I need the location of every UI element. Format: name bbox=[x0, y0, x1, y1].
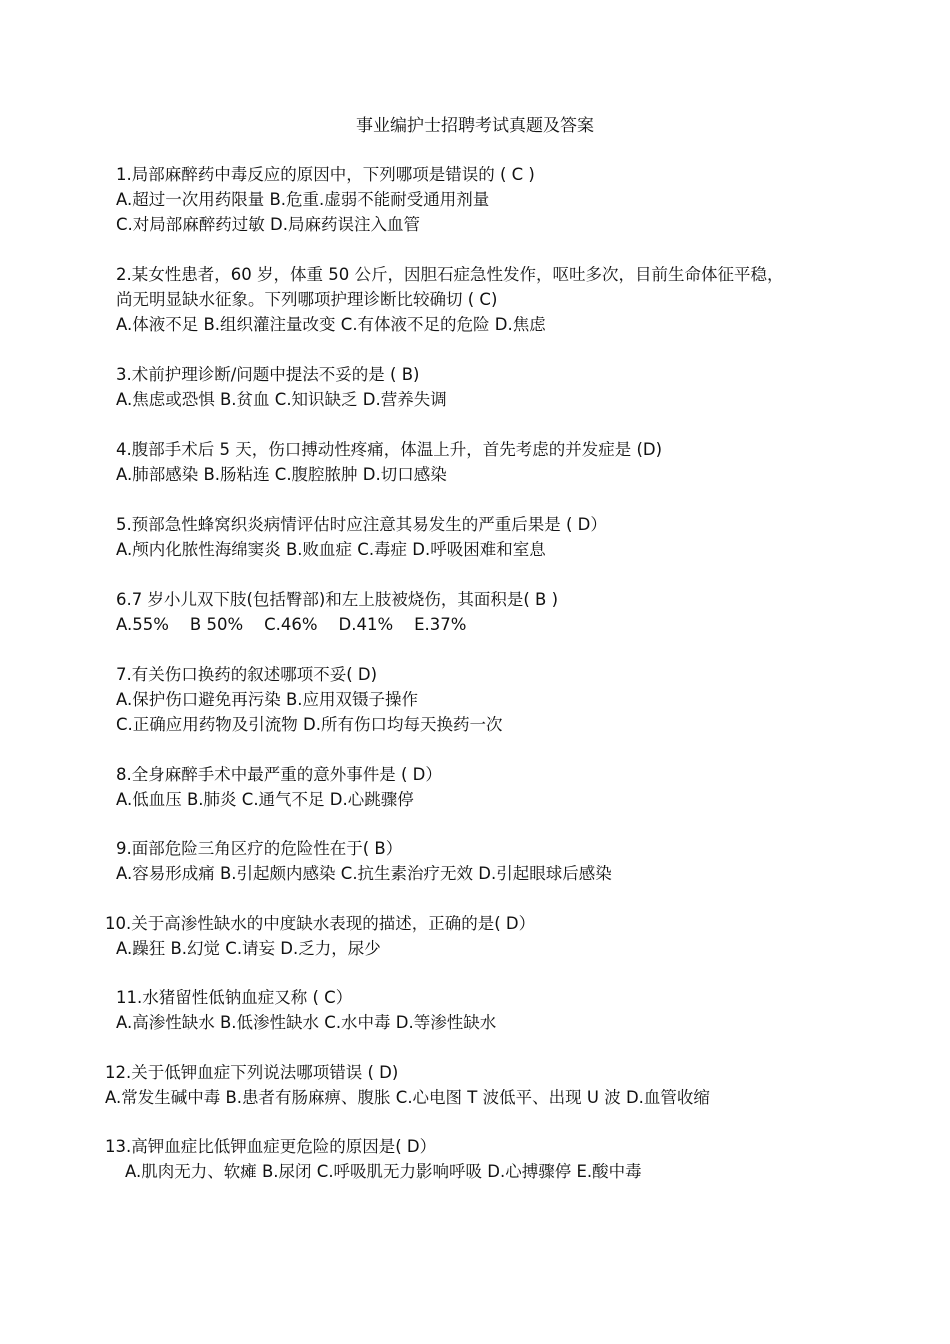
question-7-options-line-2: C.正确应用药物及引流物 D.所有伤口均每天换药一次 bbox=[116, 715, 503, 734]
question-4-options: A.肺部感染 B.肠粘连 C.腹腔脓肿 D.切口感染 bbox=[116, 465, 447, 484]
question-10-options: A.躁狂 B.幻觉 C.请妄 D.乏力，尿少 bbox=[116, 939, 381, 958]
question-2-stem-line-2: 尚无明显缺水征象。下列哪项护理诊断比较确切 ( C) bbox=[116, 290, 498, 309]
question-9-options: A.容易形成痛 B.引起颇内感染 C.抗生素治疗无效 D.引起眼球后感染 bbox=[116, 864, 612, 883]
question-12-stem: 12.关于低钾血症下列说法哪项错误 ( D) bbox=[105, 1063, 399, 1082]
question-6-options: A.55% B 50% C.46% D.41% E.37% bbox=[116, 615, 467, 634]
question-1-options-line-1: A.超过一次用药限量 B.危重.虚弱不能耐受通用剂量 bbox=[116, 190, 490, 209]
question-2-options: A.体液不足 B.组织灌注量改变 C.有体液不足的危险 D.焦虑 bbox=[116, 315, 546, 334]
question-8-options: A.低血压 B.肺炎 C.通气不足 D.心跳骤停 bbox=[116, 790, 414, 809]
question-1-stem: 1.局部麻醉药中毒反应的原因中，下列哪项是错误的 ( C ) bbox=[116, 165, 535, 184]
question-5-stem: 5.预部急性蜂窝织炎病情评估时应注意其易发生的严重后果是 ( D） bbox=[116, 515, 607, 534]
question-11-options: A.高渗性缺水 B.低渗性缺水 C.水中毒 D.等渗性缺水 bbox=[116, 1013, 497, 1032]
question-7-options-line-1: A.保护伤口避免再污染 B.应用双镊子操作 bbox=[116, 690, 419, 709]
question-6-stem: 6.7 岁小儿双下肢(包括臀部)和左上肢被烧伤，其面积是( B ) bbox=[116, 590, 559, 609]
question-11-stem: 11.水猪留性低钠血症又称 ( C） bbox=[116, 988, 353, 1007]
question-5-options: A.颅内化脓性海绵窦炎 B.败血症 C.毒症 D.呼吸困难和室息 bbox=[116, 540, 546, 559]
question-2-stem-line-1: 2.某女性患者，60 岁，体重 50 公斤，因胆石症急性发作，呕吐多次，目前生命体征平稳， bbox=[116, 265, 784, 284]
question-7-stem: 7.有关伤口换药的叙述哪项不妥( D) bbox=[116, 665, 378, 684]
question-3-stem: 3.术前护理诊断/问题中提法不妥的是 ( B) bbox=[116, 365, 420, 384]
question-1-options-line-2: C.对局部麻醉药过敏 D.局麻药误注入血管 bbox=[116, 215, 420, 234]
question-3-options: A.焦虑或恐惧 B.贫血 C.知识缺乏 D.营养失调 bbox=[116, 390, 447, 409]
document-title: 事业编护士招聘考试真题及答案 bbox=[356, 116, 594, 136]
question-10-stem: 10.关于高渗性缺水的中度缺水表现的描述，正确的是( D） bbox=[105, 914, 536, 933]
question-8-stem: 8.全身麻醉手术中最严重的意外事件是 ( D） bbox=[116, 765, 442, 784]
question-4-stem: 4.腹部手术后 5 天，伤口搏动性疼痛，体温上升，首先考虑的并发症是 (D) bbox=[116, 440, 663, 459]
question-12-options: A.常发生碱中毒 B.患者有肠麻痹、腹胀 C.心电图 T 波低平、出现 U 波 D.血管收缩 bbox=[105, 1088, 710, 1107]
question-9-stem: 9.面部危险三角区疗的危险性在于( B） bbox=[116, 839, 403, 858]
question-13-options: A.肌肉无力、软瘫 B.尿闭 C.呼吸肌无力影响呼吸 D.心搏骤停 E.酸中毒 bbox=[125, 1162, 642, 1181]
question-13-stem: 13.高钾血症比低钾血症更危险的原因是( D） bbox=[105, 1137, 437, 1156]
